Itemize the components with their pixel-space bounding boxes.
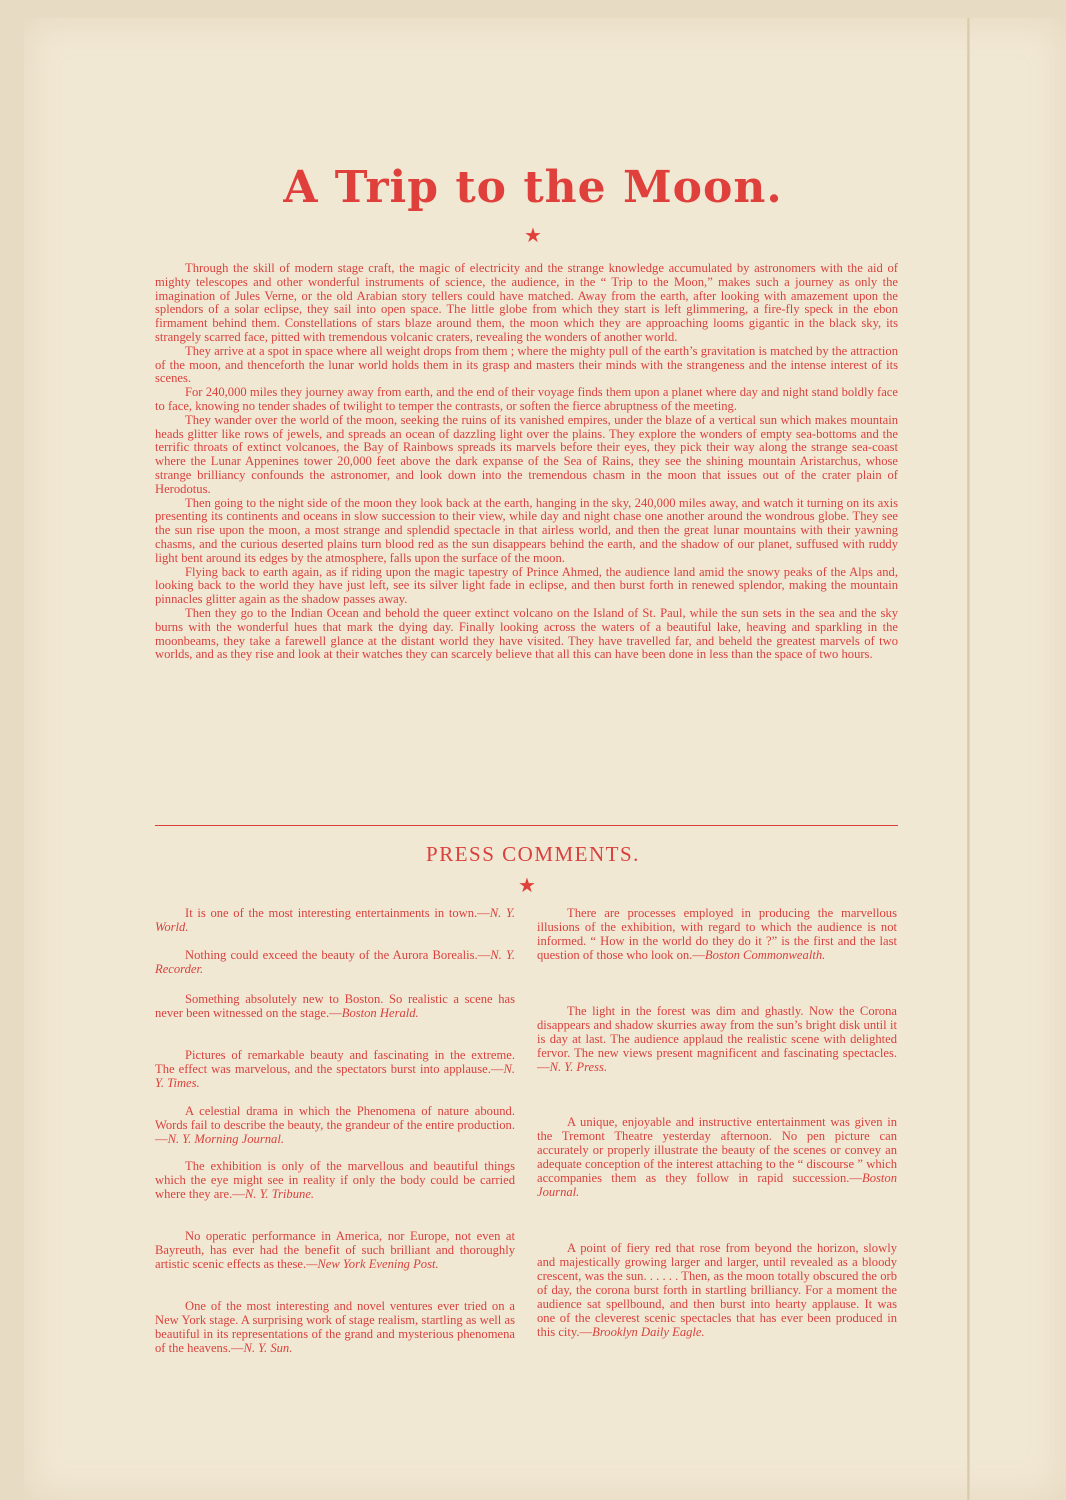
- press-quote: A unique, enjoyable and instructive entertainment was given in the Tremont Theatre yesterday afternoon. No pen picture can accurately or properly illustrate the beauty of the scenes or convey an adequate conception of the interest attaching to the “ discourse ” which accompanies them as they follow in rapid succession.—Boston Journal.: [537, 1115, 897, 1199]
- press-comments-heading: PRESS COMMENTS.: [426, 842, 640, 866]
- page-title: A Trip to the Moon.: [283, 162, 783, 213]
- intro-paragraph: Through the skill of modern stage craft, the magic of electricity and the strange knowledge accumulated by astronomers with the aid of mighty telescopes and other wonderful instruments of science, the audience, in the “ Trip to the Moon,” makes such a journey as only the imagination of Jules Verne, or the old Arabian story tellers could have matched. Away from the earth, after looking with amazement upon the splendors of a solar eclipse, they sail into open space. The little globe from which they start is left glimmering, a fire-fly speck in the ebon firmament behind them. Constellations of stars blaze around them, the moon which they are approaching looms gigantic in the black sky, its strangely scarred face, pitted with tremendous volcanic craters, revealing the wonders of another world.: [155, 261, 898, 344]
- press-quote: Something absolutely new to Boston. So realistic a scene has never been witnessed on the stage.—Boston Herald.: [155, 992, 515, 1020]
- press-quote: One of the most interesting and novel ventures ever tried on a New York stage. A surprising work of stage realism, startling as well as beautiful in its representations of the grand and mysterious phenomena of the heavens.—N. Y. Sun.: [155, 1299, 515, 1355]
- star-ornament: ★: [518, 875, 536, 897]
- intro-paragraph: For 240,000 miles they journey away from earth, and the end of their voyage finds them upon a planet where day and night stand boldly face to face, knowing no tender shades of twilight to temper the contrasts, or soften the fierce abruptness of the meeting.: [155, 385, 898, 413]
- intro-paragraph: They wander over the world of the moon, seeking the ruins of its vanished empires, under the blaze of a vertical sun which makes mountain heads glitter like rows of jewels, and spreads an ocean of dazzling light over the plains. They explore the wonders of empty sea-bottoms and the terrific throats of extinct volcanoes, the Bay of Rainbows spreads its marvels before their eyes, they pick their way along the strange sea-coast where the Lunar Appenines tower 20,000 feet above the dark expanse of the Sea of Rains, they see the shining mountain Aristarchus, whose strange brilliancy confounds the astronomer, and look down into the tremendous chasm in the moon that issues out of the crater plain of Herodotus.: [155, 412, 898, 496]
- section-divider: [155, 825, 898, 826]
- press-quote: Pictures of remarkable beauty and fascinating in the extreme. The effect was marvelous, and the spectators burst into applause.—N. Y. Times.: [155, 1048, 515, 1090]
- press-quote: A celestial drama in which the Phenomena of nature abound. Words fail to describe the beauty, the grandeur of the entire production.—N. Y. Morning Journal.: [155, 1104, 515, 1146]
- star-ornament: ★: [524, 225, 542, 247]
- intro-paragraph: They arrive at a spot in space where all weight drops from them ; where the mighty pull of the earth’s gravitation is matched by the attraction of the moon, and thenceforth the lunar world holds them in its grasp and masters their minds with the strangeness and the intense interest of its scenes.: [155, 343, 898, 386]
- press-quote: The light in the forest was dim and ghastly. Now the Corona disappears and shadow skurries away from the sun’s bright disk until it is day at last. The audience applaud the realistic scene with delighted fervor. The new views present magnificent and fascinating spectacles.—N. Y. Press.: [537, 1004, 897, 1074]
- intro-paragraph: Then they go to the Indian Ocean and behold the queer extinct volcano on the Island of St. Paul, while the sun sets in the sea and the sky burns with the wonderful hues that mark the dying day. Finally looking across the waters of a beautiful lake, heaving and sparkling in the moonbeams, they take a farewell glance at the distant world they have visited. They have travelled far, and beheld the greatest marvels of two worlds, and as they rise and look at their watches they can scarcely believe that all this can have been done in less than the space of two hours.: [155, 605, 898, 662]
- intro-text: [155, 262, 898, 662]
- press-quote: Nothing could exceed the beauty of the Aurora Borealis.—N. Y. Recorder.: [155, 948, 515, 976]
- press-quote: There are processes employed in producing the marvellous illusions of the exhibition, with regard to which the audience is not informed. “ How in the world do they do it ?” is the first and the last question of those who look on.—Boston Commonwealth.: [537, 906, 897, 962]
- press-quote: No operatic performance in America, nor Europe, not even at Bayreuth, has ever had the benefit of such brilliant and thoroughly artistic scenic effects as these.—New York Evening Post.: [155, 1229, 515, 1271]
- press-quote: It is one of the most interesting entertainments in town.—N. Y. World.: [155, 906, 515, 934]
- page-fold: [967, 18, 970, 1500]
- intro-paragraph: Then going to the night side of the moon they look back at the earth, hanging in the sky, 240,000 miles away, and watch it turning on its axis presenting its continents and oceans in slow succession to their view, while day and night chase one another around the wondrous globe. They see the sun rise upon the moon, a most strange and splendid spectacle in that airless world, and then the great lunar mountains with their yawning chasms, and the curious deserted plains turn blood red as the sun disappears behind the earth, and the shadow of our planet, suffused with ruddy light bent around its edges by the atmosphere, falls upon the surface of the moon.: [155, 495, 898, 565]
- press-quote: The exhibition is only of the marvellous and beautiful things which the eye might see in reality if only the body could be carried where they are.—N. Y. Tribune.: [155, 1159, 515, 1201]
- press-quote: A point of fiery red that rose from beyond the horizon, slowly and majestically growing larger and larger, until revealed as a bloody crescent, was the sun. . . . . . Then, as the moon totally obscured the orb of day, the corona burst forth in startling brilliancy. For a moment the audience sat spellbound, and then burst into hearty applause. It was one of the cleverest scenic spectacles that has ever been produced in this city.—Brooklyn Daily Eagle.: [537, 1241, 897, 1339]
- intro-paragraph: Flying back to earth again, as if riding upon the magic tapestry of Prince Ahmed, the audience land amid the snowy peaks of the Alps and, looking back to the world they have just left, see its silver light fade in eclipse, and then burst forth in renewed splendor, making the mountain pinnacles glitter again as the shadow passes away.: [155, 564, 898, 607]
